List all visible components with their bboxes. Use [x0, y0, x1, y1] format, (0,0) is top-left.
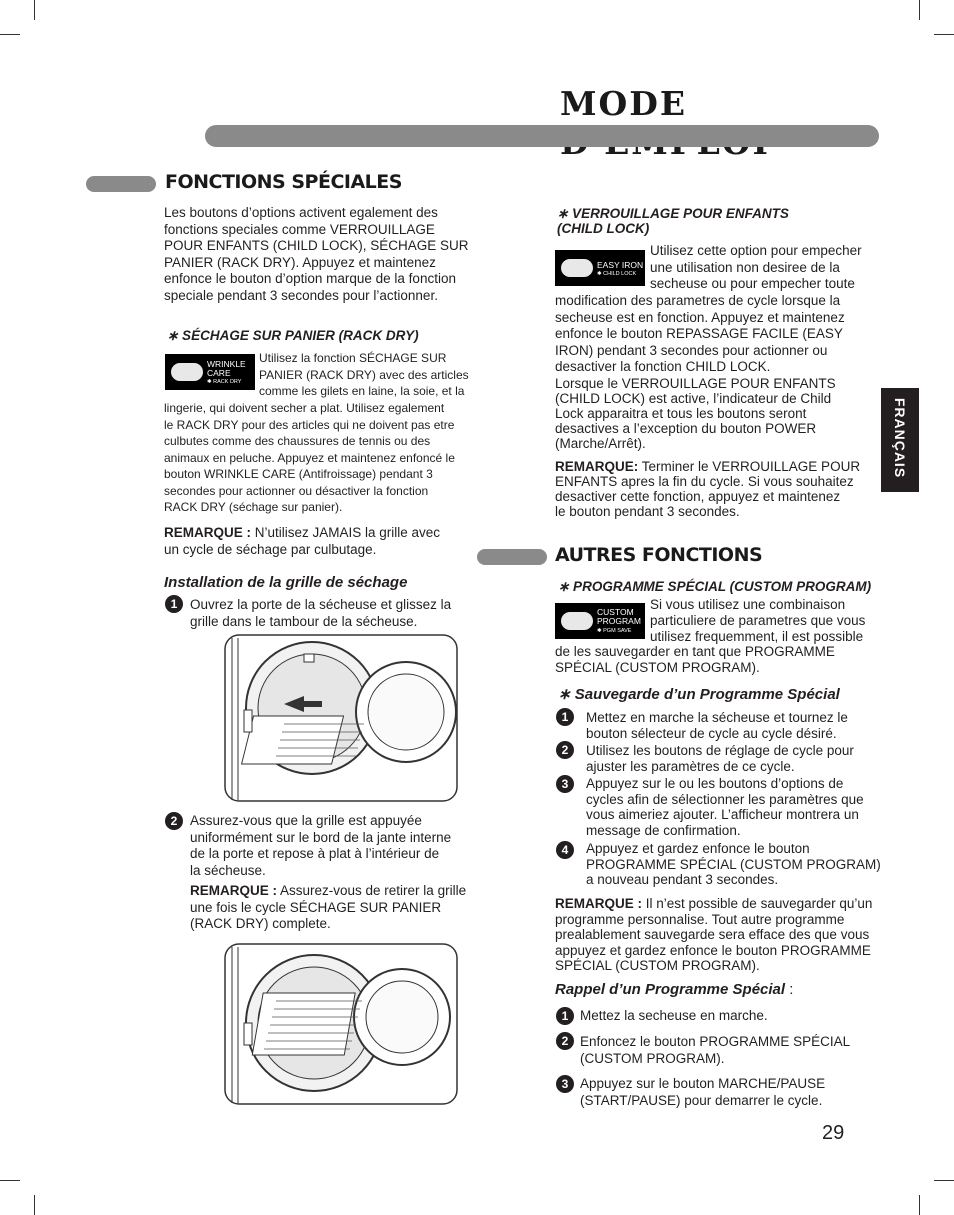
wrinkle-care-panel	[165, 354, 255, 390]
text-line: utilisez frequemment, il est possible	[650, 629, 864, 644]
recall-step-2	[580, 1033, 890, 1067]
page-title: MODE	[560, 84, 688, 123]
section-title-special: FONCTIONS SPÉCIALES	[165, 171, 402, 193]
rack-dry-text	[164, 400, 504, 516]
step-number: 2	[556, 741, 574, 759]
crop-mark	[919, 1195, 920, 1215]
text-line: Enfoncez le bouton PROGRAMME SPÉCIAL	[580, 1034, 851, 1049]
save-step-1	[586, 710, 896, 741]
text-line: POUR ENFANTS (CHILD LOCK), SÉCHAGE SUR	[164, 238, 469, 253]
text-line: culbutes comme des chaussures de tennis ou des	[164, 434, 431, 448]
dryer-rack-illustration-2	[224, 943, 458, 1105]
save-step-3	[586, 776, 896, 838]
text-line: desactiver cette fonction, appuyez et maintenez	[555, 489, 841, 504]
panel-sub-label: ✱ CHILD LOCK	[597, 271, 637, 277]
crop-mark	[934, 1180, 954, 1181]
text-line: SPÉCIAL (CUSTOM PROGRAM).	[555, 958, 760, 973]
note-label: REMARQUE :	[190, 883, 277, 898]
text-line: un cycle de séchage par culbutage.	[164, 541, 377, 557]
text-line: Il n’est possible de sauvegarder qu’un	[642, 896, 873, 911]
text-line: lingerie, qui doivent secher a plat. Utilisez egalement	[164, 401, 445, 415]
section-marker	[477, 549, 547, 565]
text-line: (RACK DRY) complete.	[190, 916, 331, 931]
button-icon	[561, 612, 593, 630]
text-line: fonctions speciales comme VERROUILLAGE	[164, 221, 435, 237]
text-line: Appuyez sur le bouton MARCHE/PAUSE	[580, 1076, 826, 1091]
text-line: PANIER (RACK DRY). Appuyez et maintenez	[164, 254, 436, 270]
intro-text	[164, 205, 504, 304]
install-step-1	[190, 597, 500, 630]
text-line: animaux en peluche. Appuyez et maintenez enfoncé le	[164, 450, 455, 465]
button-icon	[171, 363, 203, 381]
step-number: 1	[165, 595, 183, 613]
header-bar	[205, 125, 879, 147]
step-number: 3	[556, 775, 574, 793]
text-line: vous aimeriez ajouter. L’afficheur montrera un	[586, 807, 859, 822]
text-line: message de confirmation.	[586, 822, 741, 838]
custom-program-heading: ∗ PROGRAMME SPÉCIAL (CUSTOM PROGRAM)	[558, 579, 872, 594]
text-line: desactiver la fonction CHILD LOCK.	[555, 359, 771, 374]
step-number: 3	[556, 1075, 574, 1093]
text-line: Lock apparaitra et tous les boutons seront	[555, 405, 807, 421]
rack-dry-side-text	[259, 350, 499, 400]
crop-mark	[34, 1195, 35, 1215]
child-lock-note	[555, 459, 885, 519]
text-line: desactives a l’exception du bouton POWER	[555, 420, 817, 436]
step-number: 2	[556, 1032, 574, 1050]
panel-label: EASY IRON	[597, 260, 644, 270]
recall-step-1	[580, 1008, 890, 1025]
text-line: secheuse ou pour empecher toute	[650, 276, 855, 291]
rack-dry-note	[164, 525, 504, 558]
save-program-heading: ∗ Sauvegarde d’un Programme Spécial	[558, 686, 840, 703]
heading-suffix: :	[785, 981, 794, 998]
note-label: REMARQUE :	[164, 525, 251, 540]
panel-label: CUSTOM PROGRAM	[597, 607, 641, 626]
step-number: 1	[556, 1007, 574, 1025]
text-line: Appuyez et gardez enfonce le bouton	[586, 841, 810, 856]
text-line: Utilisez la fonction SÉCHAGE SUR	[259, 351, 447, 365]
text-line: (CHILD LOCK) est active, l’indicateur de Child	[555, 390, 832, 406]
recall-program-heading	[555, 981, 793, 998]
button-icon	[561, 259, 593, 277]
custom-program-side-text	[650, 597, 890, 645]
heading-line: (CHILD LOCK)	[557, 221, 650, 236]
text-line: SPÉCIAL (CUSTOM PROGRAM).	[555, 660, 760, 675]
install-note	[190, 883, 500, 933]
custom-program-panel	[555, 603, 645, 639]
heading-text: Rappel d’un Programme Spécial	[555, 981, 786, 998]
text-line: modification des parametres de cycle lorsque la	[555, 293, 841, 308]
panel-sub-label: ✱ PGM SAVE	[597, 628, 632, 634]
text-line: RACK DRY (séchage sur panier).	[164, 500, 343, 514]
text-line: bouton sélecteur de cycle au cycle désiré.	[586, 725, 837, 741]
step-number: 1	[556, 708, 574, 726]
dryer-rack-illustration-1	[224, 634, 458, 802]
note-label: REMARQUE :	[555, 896, 642, 911]
text-line: particuliere de parametres que vous	[650, 613, 866, 628]
text-line: le RACK DRY pour des articles qui ne doivent pas etre	[164, 417, 455, 432]
text-line: le bouton pendant 3 secondes.	[555, 504, 740, 519]
crop-mark	[0, 34, 20, 35]
text-line: comme les gilets en laine, la soie, et la	[259, 384, 465, 398]
text-line: bouton WRINKLE CARE (Antifroissage) pendant 3	[164, 467, 433, 481]
text-line: une utilisation non desiree de la	[650, 259, 840, 275]
text-line: Si vous utilisez une combinaison	[650, 597, 846, 612]
text-line: Utilisez cette option pour empecher	[650, 243, 862, 258]
text-line: IRON) pendant 3 secondes pour actionner ou	[555, 342, 828, 358]
recall-step-3	[580, 1075, 890, 1109]
page-number: 29	[822, 1122, 845, 1144]
panel-label: WRINKLE CARE	[207, 359, 246, 378]
custom-program-text	[555, 644, 885, 676]
text-line: Mettez la secheuse en marche.	[580, 1008, 768, 1023]
crop-mark	[934, 34, 954, 35]
step-number: 4	[556, 841, 574, 859]
language-tab	[881, 388, 919, 492]
text-line: secheuse est en fonction. Appuyez et maintenez	[555, 309, 845, 325]
save-step-2	[586, 743, 896, 774]
install-step-2	[190, 813, 500, 879]
text-line: Utilisez les boutons de réglage de cycle pour	[586, 743, 854, 758]
text-line: cycles afin de sélectionner les paramètres que	[586, 791, 864, 807]
crop-mark	[919, 0, 920, 20]
easy-iron-panel	[555, 250, 645, 286]
text-line: programme personnalise. Tout autre programme	[555, 911, 845, 927]
text-line: grille dans le tambour de la sécheuse.	[190, 613, 418, 629]
install-heading: Installation de la grille de séchage	[164, 574, 408, 591]
crop-mark	[34, 0, 35, 20]
rack-dry-heading: ∗ SÉCHAGE SUR PANIER (RACK DRY)	[167, 328, 419, 343]
text-line: Mettez en marche la sécheuse et tournez le	[586, 710, 848, 725]
text-line: Assurez-vous que la grille est appuyée	[190, 813, 422, 828]
child-lock-text	[555, 293, 880, 451]
text-line: de la porte et repose à plat à l’intérieur de	[190, 846, 440, 861]
text-line: Ouvrez la porte de la sécheuse et glissez la	[190, 597, 452, 612]
text-line: ajuster les paramètres de ce cycle.	[586, 758, 795, 774]
text-line: uniformément sur le bord de la jante interne	[190, 829, 452, 845]
text-line: N’utilisez JAMAIS la grille avec	[251, 525, 441, 540]
panel-sub-label: ✱ RACK DRY	[207, 379, 242, 385]
text-line: (START/PAUSE) pour demarrer le cycle.	[580, 1093, 823, 1108]
text-line: Lorsque le VERROUILLAGE POUR ENFANTS	[555, 375, 836, 391]
save-note	[555, 896, 900, 974]
text-line: Les boutons d’options activent egalement des	[164, 205, 438, 220]
text-line: Appuyez sur le ou les boutons d’options de	[586, 776, 844, 791]
text-line: secondes pour actionner ou désactiver la fonction	[164, 483, 429, 498]
text-line: speciale pendant 3 secondes pour l’actionner.	[164, 287, 438, 303]
save-step-4	[586, 841, 896, 888]
section-marker	[86, 176, 156, 192]
crop-mark	[0, 1180, 20, 1181]
text-line: une fois le cycle SÉCHAGE SUR PANIER	[190, 899, 442, 915]
step-number: 2	[165, 812, 183, 830]
text-line: PANIER (RACK DRY) avec des articles	[259, 367, 469, 382]
text-line: enfonce le bouton REPASSAGE FACILE (EASY	[555, 326, 843, 341]
text-line: (CUSTOM PROGRAM).	[580, 1051, 725, 1066]
text-line: prealablement sauvegarde sera efface des que vous	[555, 927, 870, 942]
text-line: Assurez-vous de retirer la grille	[277, 883, 467, 898]
text-line: (Marche/Arrêt).	[555, 435, 646, 451]
section-title-other: AUTRES FONCTIONS	[555, 544, 763, 566]
heading-line: ∗ VERROUILLAGE POUR ENFANTS	[557, 206, 789, 221]
note-label: REMARQUE:	[555, 459, 639, 474]
child-lock-side-text	[650, 243, 890, 293]
text-line: PROGRAMME SPÉCIAL (CUSTOM PROGRAM)	[586, 856, 881, 872]
language-label: FRANÇAIS	[892, 397, 908, 479]
text-line: a nouveau pendant 3 secondes.	[586, 872, 779, 887]
text-line: enfonce le bouton d’option marque de la fonction	[164, 271, 456, 286]
text-line: Terminer le VERROUILLAGE POUR	[638, 459, 861, 474]
text-line: ENFANTS apres la fin du cycle. Si vous souhaitez	[555, 474, 854, 489]
child-lock-heading	[557, 206, 789, 236]
text-line: appuyez et gardez enfonce le bouton PROGRAMME	[555, 942, 871, 958]
text-line: la sécheuse.	[190, 862, 266, 878]
text-line: de les sauvegarder en tant que PROGRAMME	[555, 644, 835, 659]
